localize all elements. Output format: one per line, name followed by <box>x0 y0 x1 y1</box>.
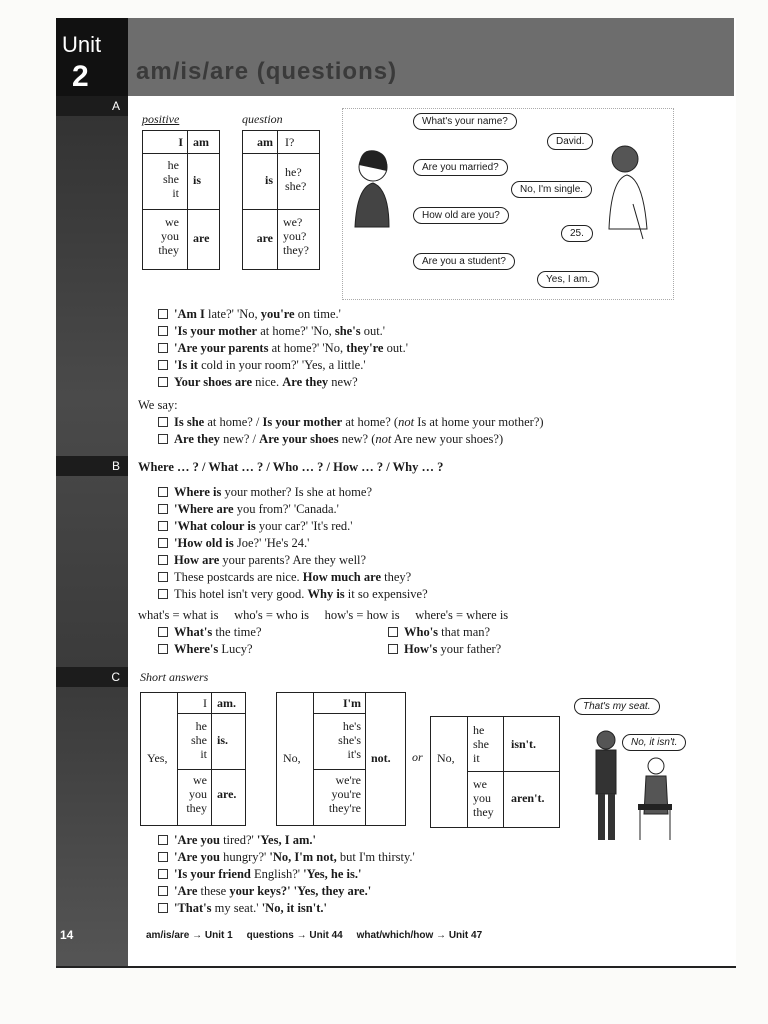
t3-isnt: isn't. <box>511 737 537 751</box>
example-row: 'That's my seat.' 'No, it isn't.' <box>158 900 415 917</box>
t1-i: I <box>203 696 207 710</box>
we-say-label: We say: <box>138 398 178 412</box>
we-say-examples <box>158 414 544 448</box>
checkbox-icon <box>158 377 168 387</box>
q-verb-am: am <box>257 135 273 149</box>
section-a-examples <box>158 306 408 391</box>
checkbox-icon <box>158 487 168 497</box>
unit-word: Unit <box>62 32 102 57</box>
contractions-line: what's = what is who's = who is how's = how is where's = where is <box>138 608 509 622</box>
q-pronouns-we-you-they: we? you? they? <box>283 215 309 257</box>
dialogue-illustration <box>342 108 674 300</box>
example-row: Are they new? / Are your shoes new? (not Are new your shoes?) <box>158 431 544 448</box>
checkbox-icon <box>158 360 168 370</box>
example-row: 'Are these your keys?' 'Yes, they are.' <box>158 883 415 900</box>
pos-verb-are: are <box>193 231 210 245</box>
example-row: Is she at home? / Is your mother at home? (not Is at home your mother?) <box>158 414 544 431</box>
content-area <box>128 96 734 968</box>
example-row: These postcards are nice. How much are they? <box>158 569 428 586</box>
bubble-no-it-isnt: No, it isn't. <box>622 734 686 751</box>
checkbox-icon <box>158 504 168 514</box>
man-and-seated-woman-illustration <box>568 696 688 856</box>
bubble-25: 25. <box>561 225 593 242</box>
bubble-are-you-student: Are you a student? <box>413 253 515 270</box>
no-label: No, <box>283 751 301 765</box>
or-label: or <box>412 750 423 764</box>
pos-pronouns-we-you-they: we you they <box>158 215 179 257</box>
bubble-thats-my-seat: That's my seat. <box>574 698 660 715</box>
contraction-examples-right <box>388 624 501 658</box>
question-table <box>242 130 320 270</box>
short-answer-table-yes <box>140 692 246 826</box>
checkbox-icon <box>158 852 168 862</box>
checkbox-icon <box>158 326 168 336</box>
bubble-yes-i-am: Yes, I am. <box>537 271 599 288</box>
example-row: 'Are you tired?' 'Yes, I am.' <box>158 832 415 849</box>
t1-are: are. <box>217 787 237 801</box>
t2-im: I'm <box>343 696 361 710</box>
example-row: 'Is your friend English?' 'Yes, he is.' <box>158 866 415 883</box>
checkbox-icon <box>158 434 168 444</box>
page-number: 14 <box>60 928 74 942</box>
yes-label: Yes, <box>147 751 168 765</box>
example-row: How are your parents? Are they well? <box>158 552 428 569</box>
unit-number: 2 <box>72 60 89 93</box>
checkbox-icon <box>158 572 168 582</box>
example-row: This hotel isn't very good. Why is it so expensive? <box>158 586 428 603</box>
checkbox-icon <box>158 903 168 913</box>
example-row: 'What colour is your car?' 'It's red.' <box>158 518 428 535</box>
example-row: Where's Lucy? <box>158 641 262 658</box>
checkbox-icon <box>388 644 398 654</box>
checkbox-icon <box>158 886 168 896</box>
bubble-no-single: No, I'm single. <box>511 181 592 198</box>
q-pronoun-i: I? <box>285 135 295 149</box>
bubble-are-you-married: Are you married? <box>413 159 508 176</box>
checkbox-icon <box>158 644 168 654</box>
example-row: How's your father? <box>388 641 501 658</box>
t2-hes-shes-its: he's she's it's <box>338 719 361 761</box>
example-row: What's the time? <box>158 624 262 641</box>
short-answer-table-negative <box>430 716 560 828</box>
example-row: 'Are your parents at home?' 'No, they're out.' <box>158 340 408 357</box>
section-tab-c: C <box>56 667 128 687</box>
checkbox-icon <box>158 869 168 879</box>
t1-is: is. <box>217 733 229 747</box>
q-verb-is: is <box>264 173 273 187</box>
example-row: 'How old is Joe?' 'He's 24.' <box>158 535 428 552</box>
t3-arent: aren't. <box>511 791 545 805</box>
example-row: 'Are you hungry?' 'No, I'm not, but I'm thirsty.' <box>158 849 415 866</box>
bottom-rule <box>56 966 736 968</box>
question-label: question <box>242 112 283 126</box>
section-b-examples <box>158 484 428 603</box>
example-row: Your shoes are nice. Are they new? <box>158 374 408 391</box>
q-verb-are: are <box>256 231 273 245</box>
checkbox-icon <box>158 343 168 353</box>
two-people-illustration <box>343 109 673 299</box>
checkbox-icon <box>158 627 168 637</box>
checkbox-icon <box>158 538 168 548</box>
checkbox-icon <box>158 309 168 319</box>
q-pronouns-he-she: he? she? <box>285 165 307 193</box>
t2-not: not. <box>371 751 391 765</box>
section-b-heading: Where … ? / What … ? / Who … ? / How … ? / Why … ? <box>138 460 444 474</box>
t3-he-she-it: he she it <box>473 723 489 765</box>
example-row: 'Am I late?' 'No, you're on time.' <box>158 306 408 323</box>
t3-we-you-they: we you they <box>473 777 494 819</box>
example-row: 'Where are you from?' 'Canada.' <box>158 501 428 518</box>
t2-were-youre-theyre: we're you're they're <box>328 773 361 815</box>
example-row: 'Is it cold in your room?' 'Yes, a little.' <box>158 357 408 374</box>
pos-pronoun-i: I <box>178 135 183 149</box>
pos-verb-is: is <box>193 173 202 187</box>
t1-he-she-it: he she it <box>191 719 207 761</box>
bubble-how-old: How old are you? <box>413 207 509 224</box>
short-answers-heading: Short answers <box>140 670 209 684</box>
unit-box <box>56 18 128 96</box>
section-tab-b: B <box>56 456 128 476</box>
checkbox-icon <box>158 589 168 599</box>
t1-am: am. <box>217 696 236 710</box>
short-answer-table-no <box>276 692 406 826</box>
section-tab-a: A <box>56 96 128 116</box>
checkbox-icon <box>158 417 168 427</box>
checkbox-icon <box>158 555 168 565</box>
checkbox-icon <box>158 521 168 531</box>
checkbox-icon <box>388 627 398 637</box>
contraction-examples-left <box>158 624 262 658</box>
footer-links: am/is/are → Unit 1 questions → Unit 44 what/which/how → Unit 47 <box>146 930 483 941</box>
bubble-david: David. <box>547 133 593 150</box>
positive-table <box>142 130 220 270</box>
example-row: Where is your mother? Is she at home? <box>158 484 428 501</box>
pos-pronouns-he-she-it: he she it <box>163 158 179 200</box>
unit-title: am/is/are (questions) <box>136 58 398 85</box>
seat-illustration <box>568 696 688 856</box>
t1-we-you-they: we you they <box>186 773 207 815</box>
bubble-whats-your-name: What's your name? <box>413 113 517 130</box>
checkbox-icon <box>158 835 168 845</box>
example-row: Who's that man? <box>388 624 501 641</box>
left-margin-bar <box>56 18 128 968</box>
no-label-2: No, <box>437 751 455 765</box>
section-c-examples <box>158 832 415 917</box>
positive-label: positive <box>142 112 180 126</box>
example-row: 'Is your mother at home?' 'No, she's out.' <box>158 323 408 340</box>
pos-verb-am: am <box>193 135 209 149</box>
